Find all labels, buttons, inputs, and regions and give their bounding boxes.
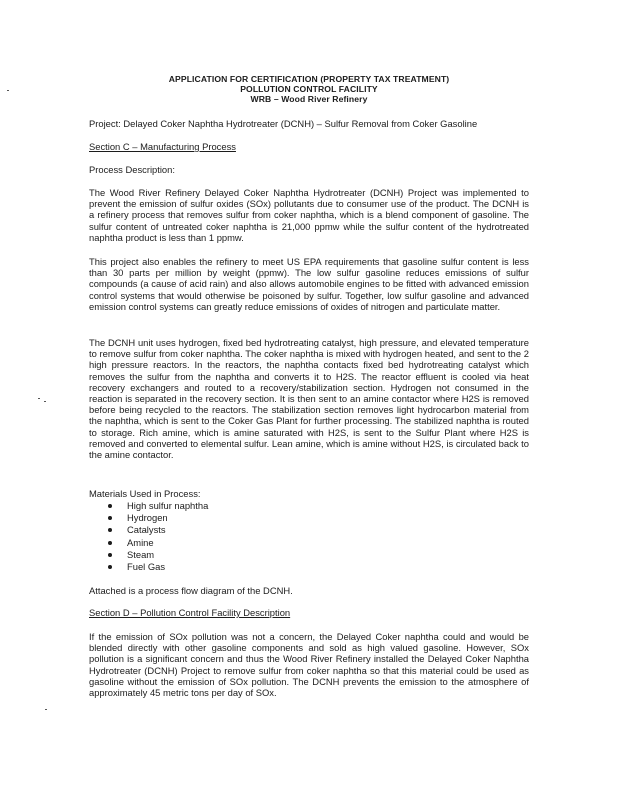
materials-list: [108, 500, 208, 573]
bullet-icon: [108, 528, 112, 532]
list-item: Hydrogen: [108, 512, 208, 524]
scan-speck: [44, 401, 46, 402]
header-line-2: POLLUTION CONTROL FACILITY: [240, 84, 378, 94]
pollution-control-paragraph: If the emission of SOx pollution was not a concern, the Delayed Coker naphtha could and would be blended directly with other gasoline components and sold as high valued gasoline. However, SOx pollution is a significant concern and thus the Wood River Refinery installed the Delayed Coker Naphtha Hydrotreater (DCNH) Project to remove sulfur from coker naphtha so that this material could be used as gasoline without the emission of SOx pollution. The DCNH prevents the emission to the atmosphere of approximately 45 metric tons per day of SOx.: [89, 631, 529, 699]
bullet-icon: [108, 504, 112, 508]
process-paragraph-2: This project also enables the refinery to meet US EPA requirements that gasoline sulfur content is less than 30 parts per million by weight (ppmw). The low sulfur gasoline reduces emissions of sulfur compounds (a cause of acid rain) and also allows automobile engines to be fitted with advanced emission control systems that would otherwise be poisoned by sulfur. Together, low sulfur gasoline and advanced emission control systems can greatly reduce emissions of oxides of nitrogen and particulate matter.: [89, 256, 529, 312]
process-description-label: Process Description:: [89, 164, 175, 175]
materials-label: Materials Used in Process:: [89, 488, 201, 499]
process-paragraph-3: The DCNH unit uses hydrogen, fixed bed hydrotreating catalyst, high pressure, and elevated temperature to remove sulfur from coker naphtha. The coker naphtha is mixed with hydrogen heated, and sent to the 2 high pressure reactors. In the reactors, the naphtha contacts fixed bed hydrotreating catalyst which removes the sulfur from the naphtha and converts it to H2S. The reactor effluent is cooled via heat recovery exchangers and routed to a recovery/stabilization section. Hydrogen not consumed in the reaction is separated in the recovery section. It is then sent to an amine contactor where H2S is removed before being recycled to the reactors. The stabilization section removes light hydrocarbon material from the naphtha, which is sent to the Coker Gas Plant for further processing. The stabilized naphtha is routed to storage. Rich amine, which is amine saturated with H2S, is sent to the Sulfur Plant where H2S is removed and converted to elemental sulfur. Lean amine, which is amine without H2S, is circulated back to the amine contactor.: [89, 337, 529, 461]
attached-note: Attached is a process flow diagram of the DCNH.: [89, 585, 293, 596]
list-item: Steam: [108, 549, 208, 561]
list-item: High sulfur naphtha: [108, 500, 208, 512]
header-line-1: APPLICATION FOR CERTIFICATION (PROPERTY TAX TREATMENT): [168, 74, 450, 84]
scan-speck: [7, 90, 9, 91]
list-item: Catalysts: [108, 524, 208, 536]
process-paragraph-1: The Wood River Refinery Delayed Coker Naphtha Hydrotreater (DCNH) Project was implemented to prevent the emission of sulfur oxides (SOx) pollutants due to consumer use of the product. The DCNH is a refinery process that removes sulfur from coker naphtha, which is a blend component of gasoline. The sulfur content of untreated coker naphtha is 21,000 ppmw while the sulfur content of the hydrotreated naphtha product is less than 1 ppmw.: [89, 187, 529, 243]
bullet-icon: [108, 541, 112, 545]
list-item: Amine: [108, 537, 208, 549]
section-c-heading: Section C – Manufacturing Process: [89, 141, 236, 152]
project-line: Project: Delayed Coker Naphtha Hydrotreater (DCNH) – Sulfur Removal from Coker Gasoline: [89, 118, 478, 129]
list-item: Fuel Gas: [108, 561, 208, 573]
bullet-icon: [108, 565, 112, 569]
scan-speck: [45, 709, 47, 710]
section-d-heading: Section D – Pollution Control Facility Description: [89, 607, 291, 618]
bullet-icon: [108, 553, 112, 557]
scan-speck: [38, 398, 40, 399]
header-line-3: WRB – Wood River Refinery: [250, 94, 368, 104]
bullet-icon: [108, 516, 112, 520]
